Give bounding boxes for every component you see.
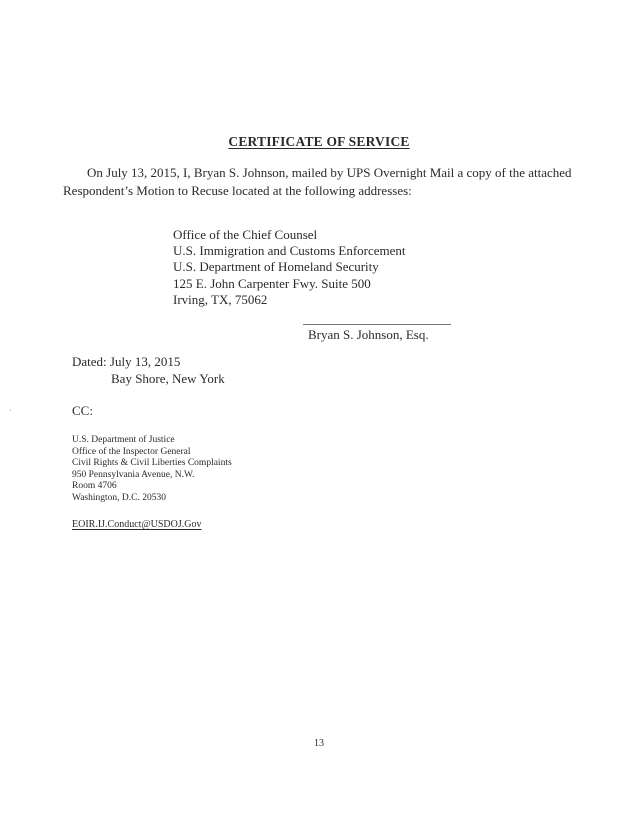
- cc-address-line: Room 4706: [72, 481, 117, 492]
- recipient-address-line: 125 E. John Carpenter Fwy. Suite 500: [173, 275, 371, 291]
- cc-address-line: Civil Rights & Civil Liberties Complaints: [72, 458, 232, 469]
- recipient-address-block: [173, 227, 406, 308]
- dated-place: Bay Shore, New York: [111, 370, 225, 386]
- cc-address-line: 950 Pennsylvania Avenue, N.W.: [72, 469, 195, 480]
- cc-label: CC:: [72, 403, 93, 418]
- recipient-address-line: Irving, TX, 75062: [173, 291, 268, 307]
- cc-address-block: [72, 435, 232, 505]
- cc-address-line: U.S. Department of Justice: [72, 435, 175, 445]
- page-number: 13: [314, 738, 324, 749]
- certificate-title: [0, 134, 638, 150]
- signature-name: Bryan S. Johnson, Esq.: [308, 327, 429, 342]
- cc-address-line: Office of the Inspector General: [72, 446, 191, 457]
- cc-address-line: Washington, D.C. 20530: [72, 492, 166, 503]
- dated-label: Dated: July 13, 2015: [72, 354, 181, 369]
- recipient-address-line: Office of the Chief Counsel: [173, 227, 318, 242]
- service-paragraph-line-2: Respondent’s Motion to Recuse located at the following addresses:: [63, 183, 412, 198]
- certificate-title-text: CERTIFICATE OF SERVICE: [228, 134, 410, 149]
- service-paragraph-line-1: On July 13, 2015, I, Bryan S. Johnson, mailed by UPS Overnight Mail a copy of the attached: [87, 165, 572, 180]
- service-paragraph: [63, 164, 583, 200]
- recipient-address-line: U.S. Immigration and Customs Enforcement: [173, 243, 406, 259]
- scan-artifact: [10, 409, 11, 411]
- dated-block: [72, 354, 225, 387]
- cc-email-link[interactable]: EOIR.IJ.Conduct@USDOJ.Gov: [72, 519, 202, 530]
- recipient-address-line: U.S. Department of Homeland Security: [173, 259, 379, 275]
- signature-line: [303, 324, 451, 325]
